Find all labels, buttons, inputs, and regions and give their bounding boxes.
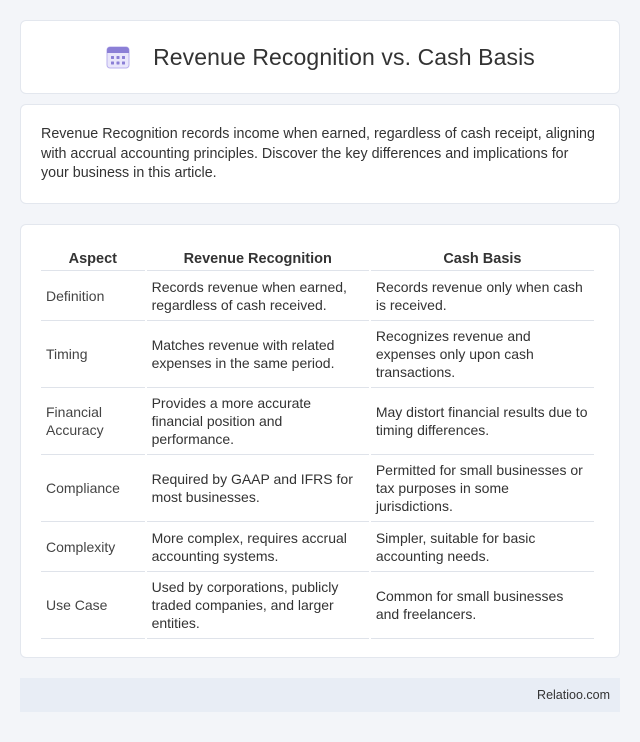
- intro-card: [20, 104, 620, 204]
- row-cash-basis: Recognizes revenue and expenses only upon cash transactions.: [371, 321, 594, 388]
- row-cash-basis: Records revenue only when cash is received.: [371, 271, 594, 321]
- comparison-card: [20, 224, 620, 658]
- row-aspect: Use Case: [41, 572, 145, 639]
- header-revenue-recognition: Revenue Recognition: [147, 243, 369, 271]
- table-row: [41, 321, 594, 388]
- calendar-icon: [105, 44, 131, 70]
- row-aspect: Financial Accuracy: [41, 388, 145, 455]
- row-cash-basis: Common for small businesses and freelancers.: [371, 572, 594, 639]
- header-aspect: Aspect: [41, 243, 145, 271]
- table-row: [41, 572, 594, 639]
- row-revenue-recognition: Used by corporations, publicly traded companies, and larger entities.: [147, 572, 369, 639]
- row-aspect: Complexity: [41, 522, 145, 572]
- row-aspect: Definition: [41, 271, 145, 321]
- row-revenue-recognition: More complex, requires accrual accounting systems.: [147, 522, 369, 572]
- table-row: [41, 271, 594, 321]
- row-cash-basis: Permitted for small businesses or tax purposes in some jurisdictions.: [371, 455, 594, 522]
- row-aspect: Compliance: [41, 455, 145, 522]
- comparison-table: [39, 243, 596, 639]
- table-row: [41, 388, 594, 455]
- row-revenue-recognition: Required by GAAP and IFRS for most businesses.: [147, 455, 369, 522]
- row-revenue-recognition: Provides a more accurate financial position and performance.: [147, 388, 369, 455]
- row-cash-basis: May distort financial results due to timing differences.: [371, 388, 594, 455]
- row-cash-basis: Simpler, suitable for basic accounting needs.: [371, 522, 594, 572]
- page-title: Revenue Recognition vs. Cash Basis: [153, 43, 535, 70]
- header-cash-basis: Cash Basis: [371, 243, 594, 271]
- footer-site-name: Relatioo.com: [537, 688, 610, 702]
- row-revenue-recognition: Records revenue when earned, regardless of cash received.: [147, 271, 369, 321]
- table-row: [41, 522, 594, 572]
- table-row: [41, 455, 594, 522]
- row-aspect: Timing: [41, 321, 145, 388]
- table-header-row: [41, 243, 594, 271]
- row-revenue-recognition: Matches revenue with related expenses in the same period.: [147, 321, 369, 388]
- title-card: [20, 20, 620, 94]
- footer: [20, 678, 620, 712]
- intro-text: Revenue Recognition records income when earned, regardless of cash receipt, aligning with accrual accounting principles. Discover the key differences and implications for your business in this article.: [41, 126, 595, 181]
